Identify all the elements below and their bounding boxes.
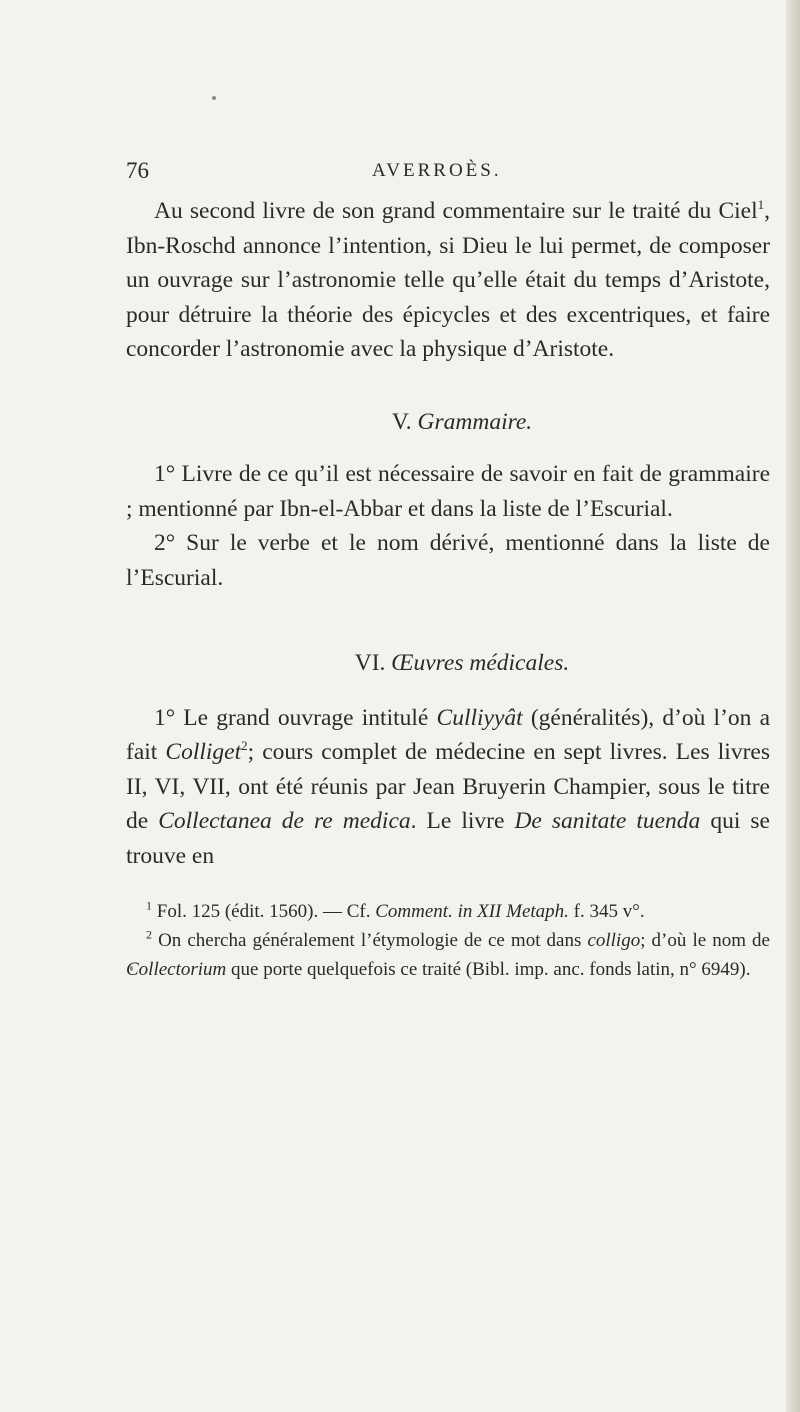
page-edge xyxy=(786,0,800,1412)
text-run: que porte quelquefois ce traité (Bibl. imp. anc. fonds latin, n° 6949). xyxy=(226,959,751,980)
grammar-item-2: 2° Sur le verbe et le nom dérivé, mentionné dans la liste de l’Escurial. xyxy=(126,530,770,591)
page-header xyxy=(126,158,766,192)
intro-paragraph xyxy=(126,194,770,367)
italic-title: De sanitate tuenda xyxy=(514,808,701,834)
intro-text-continued: , Ibn-Roschd annonce l’intention, si Dieu le lui permet, de composer un ouvrage sur l’astronomie telle qu’elle était du temps d’Aristote, pour détruire la théorie des épicycles et des excentriques, et faire concorder l’astronomie avec la physique d’Aristote. xyxy=(126,198,770,362)
text-run: f. 345 v°. xyxy=(568,901,645,922)
section-heading-medicales xyxy=(126,646,770,681)
italic-title: colligo xyxy=(587,930,641,951)
text-run: qui se trouve en xyxy=(126,808,770,869)
footnote-2 xyxy=(126,926,770,984)
italic-title: Collectanea de re medica xyxy=(158,808,411,834)
running-title: AVERROÈS. xyxy=(372,160,502,181)
medical-item-1 xyxy=(126,701,770,874)
italic-title: Comment. in XII Metaph. xyxy=(375,901,569,922)
text-run: (généralités), d’où l’on a fait xyxy=(126,704,771,765)
main-text xyxy=(126,194,770,873)
paper-speck xyxy=(212,96,216,100)
section-heading-grammaire xyxy=(126,405,770,440)
text-run: . Le livre xyxy=(410,808,515,834)
text-run: 1° Le grand ouvrage intitulé xyxy=(154,704,437,731)
section-title: Œuvres médicales. xyxy=(391,650,570,676)
italic-title: Culliyyât xyxy=(436,704,523,731)
footnotes xyxy=(126,897,770,984)
text-run: Fol. 125 (édit. 1560). — Cf. xyxy=(156,901,376,922)
footnote-1 xyxy=(126,897,770,926)
section-title: Grammaire. xyxy=(417,408,533,435)
text-run: On chercha généralement l’étymologie de ce mot dans xyxy=(158,930,588,951)
italic-title: Collectorium xyxy=(126,959,227,980)
section-number: V. xyxy=(391,408,412,435)
footnote-mark: 2 xyxy=(146,927,152,942)
text-run: ; cours complet de médecine en sept livres. Les livres II, VI, VII, ont été réunis par Jean Bruyerin Champier, sous le titre de xyxy=(126,739,770,834)
footnote-ref: 1 xyxy=(757,197,765,213)
intro-text: Au second livre de son grand commentaire sur le traité du Ciel xyxy=(154,198,758,224)
italic-title: Colliget xyxy=(165,739,242,765)
text-run: ; d’où le nom de xyxy=(640,930,770,951)
footnote-ref: 2 xyxy=(241,738,248,754)
grammar-item-1: 1° Livre de ce qu’il est nécessaire de savoir en fait de grammaire ; mentionné par Ibn-el-Abbar et dans la liste de l’Escurial. xyxy=(126,461,770,522)
section-number: VI. xyxy=(354,650,386,676)
page-number: 76 xyxy=(126,158,149,183)
footnote-mark: 1 xyxy=(146,898,152,913)
